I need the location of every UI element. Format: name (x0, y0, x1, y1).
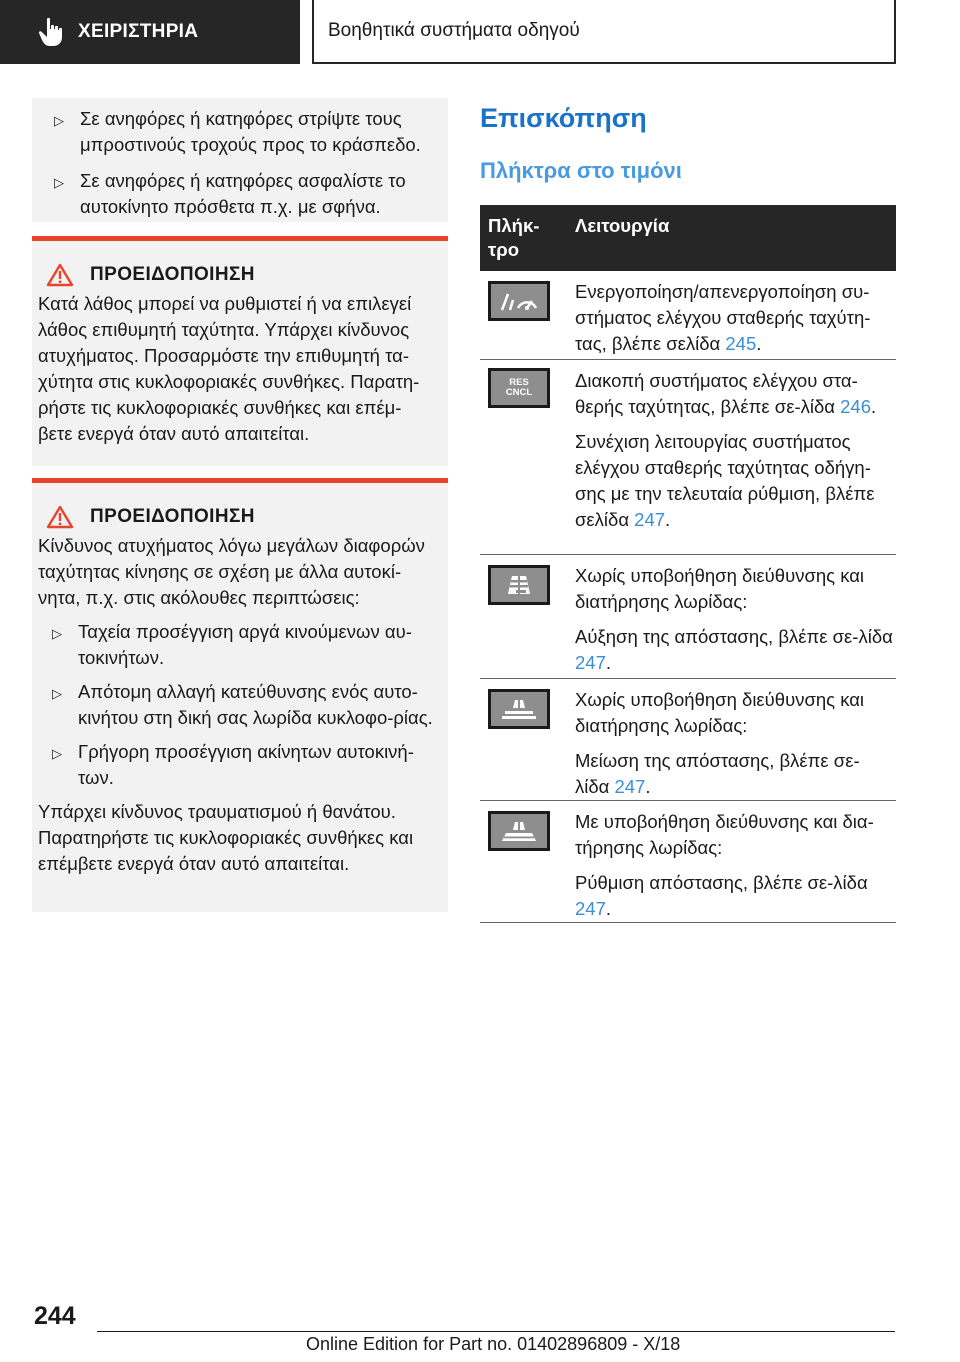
function-text (575, 870, 893, 922)
function-description: Ρύθμιση απόστασης, βλέπε σε-λίδα (575, 872, 868, 893)
function-description: Συνέχιση λειτουργίας συστήματος ελέγχου σταθερής ταχύτητας οδήγη-σης με την τελευταία ρύθμιση, βλέπε σελίδα (575, 431, 875, 530)
punctuation: . (605, 898, 612, 919)
function-cell (575, 368, 893, 542)
function-text (575, 429, 893, 533)
page-link[interactable]: 247 (614, 776, 646, 797)
warning-header (46, 263, 434, 287)
res-cncl-icon (488, 368, 550, 408)
section-title-box (312, 0, 896, 64)
list-item (52, 739, 434, 791)
function-description: Ενεργοποίηση/απενεργοποίηση συ-στήματος ελέγχου σταθερής ταχύτη-τας, βλέπε σελίδα (575, 281, 871, 354)
punctuation: . (645, 776, 651, 797)
list-item-text: Απότομη αλλαγή κατεύθυνσης ενός αυτο-κινήτου στη δική σας λωρίδα κυκλοφο-ρίας. (78, 681, 433, 728)
list-item-text: Γρήγορη προσέγγιση ακίνητων αυτοκινή-των. (78, 741, 414, 788)
cruise-control-icon (488, 281, 550, 321)
list-item-text: Σε ανηφόρες ή κατηφόρες στρίψτε τους μπροστινούς τροχούς προς το κράσπεδο. (80, 108, 421, 155)
function-description: Διακοπή συστήματος ελέγχου στα-θερής ταχύτητας, βλέπε σε-λίδα (575, 370, 858, 417)
function-text: Χωρίς υποβοήθηση διεύθυνσης και διατήρησης λωρίδας: (575, 565, 865, 612)
key-cell (488, 368, 550, 408)
page-link[interactable]: 247 (575, 898, 606, 919)
key-label-res: RES (509, 377, 529, 388)
function-text (575, 368, 893, 420)
function-cell (575, 563, 893, 685)
list-item-text: Σε ανηφόρες ή κατηφόρες ασφαλίστε το αυτοκίνητο πρόσθετα π.χ. με σφήνα. (80, 170, 406, 217)
triangle-bullet-icon: ▷ (52, 746, 62, 761)
page-number: 244 (34, 1302, 76, 1330)
function-cell (575, 687, 893, 809)
punctuation: . (756, 333, 762, 354)
warning-box-speed (32, 236, 448, 466)
chapter-tab-label: ΧΕΙΡΙΣΤΗΡΙΑ (78, 21, 199, 42)
distance-increase-icon (488, 565, 550, 605)
key-cell (488, 281, 550, 321)
key-cell (488, 811, 550, 851)
table-row (480, 679, 896, 801)
page-link[interactable]: 247 (575, 652, 606, 673)
page-link[interactable]: 246 (840, 396, 871, 417)
table-header (480, 205, 896, 271)
distance-adjust-icon (488, 811, 550, 851)
warning-list (38, 619, 434, 791)
section-subtitle: Πλήκτρα στο τιμόνι (480, 158, 682, 183)
function-text: Χωρίς υποβοήθηση διεύθυνσης και διατήρησης λωρίδας: (575, 689, 865, 736)
warning-title: ΠΡΟΕΙΔΟΠΟΙΗΣΗ (90, 264, 255, 285)
function-text (575, 748, 893, 800)
warning-header (46, 505, 434, 529)
chapter-tab[interactable] (0, 0, 300, 64)
function-text (575, 279, 893, 357)
punctuation: . (605, 652, 612, 673)
warning-intro: Κίνδυνος ατυχήματος λόγω μεγάλων διαφορών ταχύτητας κίνησης σε σχέση με άλλα αυτοκί-νητα, π.χ. στις ακόλουθες περιπτώσεις: (38, 535, 425, 608)
column-header-function: Λειτουργία (575, 215, 670, 236)
hand-pointer-icon (38, 17, 64, 47)
punctuation: . (665, 509, 671, 530)
warning-triangle-icon (46, 263, 74, 287)
key-cell (488, 689, 550, 729)
function-text (575, 624, 893, 676)
page-link[interactable]: 245 (725, 333, 757, 354)
function-cell (575, 809, 893, 931)
triangle-bullet-icon: ▷ (52, 686, 62, 701)
list-item (52, 619, 434, 671)
parking-tips-box (32, 98, 448, 222)
triangle-bullet-icon: ▷ (54, 113, 64, 128)
list-item (52, 679, 434, 731)
warning-title: ΠΡΟΕΙΔΟΠΟΙΗΣΗ (90, 506, 255, 527)
footer-divider (97, 1331, 895, 1332)
triangle-bullet-icon: ▷ (54, 175, 64, 190)
list-item-text: Ταχεία προσέγγιση αργά κινούμενων αυ-τοκινήτων. (78, 621, 412, 668)
table-row (480, 360, 896, 555)
triangle-bullet-icon: ▷ (52, 626, 62, 641)
column-header-key: Πλήκ-τρο (488, 215, 540, 260)
punctuation: . (871, 396, 877, 417)
table-row (480, 801, 896, 923)
table-row (480, 555, 896, 679)
function-cell (575, 279, 893, 366)
list-item (54, 106, 434, 158)
function-text: Με υποβοήθηση διεύθυνσης και δια-τήρησης λωρίδας: (575, 811, 874, 858)
list-item (54, 168, 434, 220)
table-row (480, 271, 896, 360)
function-description: Αύξηση της απόστασης, βλέπε σε-λίδα (575, 626, 893, 647)
footer-edition: Online Edition for Part no. 01402896809 - X/18 (306, 1334, 681, 1354)
distance-decrease-icon (488, 689, 550, 729)
page-link[interactable]: 247 (634, 509, 666, 530)
section-title: Βοηθητικά συστήματα οδηγού (328, 20, 580, 41)
warning-outro: Υπάρχει κίνδυνος τραυματισμού ή θανάτου. Παρατηρήστε τις κυκλοφοριακές συνθήκες και επέμβετε ενεργά όταν αυτό απαιτείται. (38, 801, 414, 874)
page-title: Επισκόπηση (480, 103, 647, 133)
key-cell (488, 565, 550, 605)
key-label-cncl: CNCL (505, 387, 533, 398)
warning-box-speed-difference (32, 478, 448, 912)
function-description: Μείωση της απόστασης, βλέπε σε-λίδα (575, 750, 860, 797)
warning-text: Κατά λάθος μπορεί να ρυθμιστεί ή να επιλεγεί λάθος επιθυμητή ταχύτητα. Υπάρχει κίνδυνος ατυχήματος. Προσαρμόστε την επιθυμητή τα-χύτητα στις κυκλοφοριακές συνθήκες. Παρατη-ρήστε τις κυκλοφοριακές συνθήκες και επέμ-βετε ενεργά όταν αυτό απαιτείται. (38, 293, 420, 444)
warning-triangle-icon (46, 505, 74, 529)
